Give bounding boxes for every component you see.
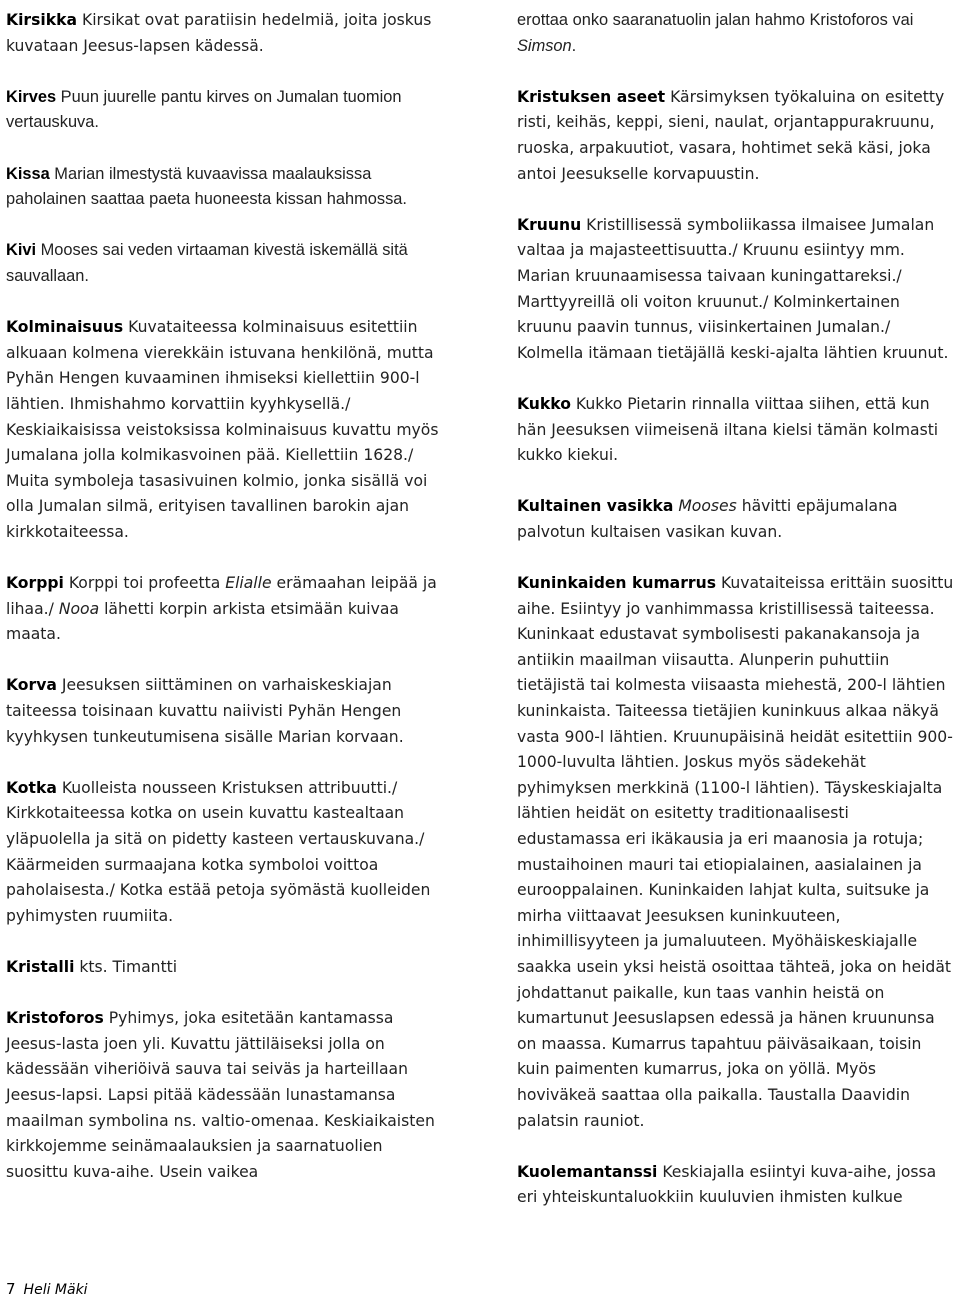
- entry-text: Kristillisessä symboliikassa ilmaisee Jumalan valtaa ja majasteettisuutta./ Kruunu esiintyy mm. Marian kruunaamisessa taivaan kuningattareksi./ Marttyyreillä oli voiton kruunut./ Kolminkertainen kruunu paavin tunnus, viisinkertainen Jumalan./ Kolmella itämaan tietäjällä keski-ajalta lähtien kruunut.: [517, 215, 949, 362]
- entry-text: kts. Timantti: [74, 957, 178, 976]
- entry-text: erottaa onko saaranatuolin jalan hahmo Kristoforos vai: [517, 11, 914, 29]
- entry-text: Kukko Pietarin rinnalla viittaa siihen, että kun hän Jeesuksen viimeisenä iltana kielsi tämän kolmasti kukko kiekui.: [517, 394, 939, 465]
- entry-kristoforos: [6, 1006, 446, 1185]
- entry-kissa: [6, 162, 446, 213]
- entry-text: Kuvataiteessa kolminaisuus esitettiin alkuaan kolmena vierekkäin istuvana henkilönä, mutta Pyhän Hengen kuvaaminen ihmiseksi kiellettiin 900-l lähtien. Ihmishahmo korvattiin kyyhkysellä./ Keskiaikaisissa veistoksissa kolminaisuus kuvattu myös Jumalana jolla kolmikasvoinen pää. Kiellettiin 1628./ Muita symboleja tasasivuinen kolmio, jonka sisällä voi olla Jumalan silmä, erityisen tavallinen barokin ajan kirkkotaiteessa.: [6, 318, 439, 541]
- entry-term: Kirsikka: [6, 11, 78, 29]
- entry-text: hävitti epäjumalana palvotun kultaisen vasikan kuvan.: [517, 497, 898, 541]
- entry-text: Pyhimys, joka esitetään kantamassa Jeesus-lasta joen yli. Kuvattu jättiläiseksi jolla on kädessään viheriöivä sauva tai seiväs ja harteillaan Jeesus-lapsi. Lapsi pitää kädessään lunastamansa maailman symbolina ns. valtio-omenaa. Keskiaikaisten kirkkojemme seinämaalauksien ja saarnatuolien suosittu kuva-aihe. Usein vaikea: [6, 1009, 435, 1181]
- entry-kruunu: [517, 213, 957, 367]
- page-number: 7: [6, 1280, 16, 1298]
- entry-text: Jeesuksen siittäminen on varhaiskeskiajan taiteessa toisinaan kuvattu naiivisti Pyhän Hengen kyyhkysen tunkeutumisena sisälle Marian korvaan.: [6, 676, 404, 746]
- entry-italic-name: Mooses: [678, 497, 737, 516]
- entry-kuolemantanssi: [517, 1160, 957, 1211]
- entry-term: Kristalli: [6, 957, 75, 976]
- entry-term: Kukko: [517, 394, 571, 413]
- page-footer: [6, 1279, 88, 1300]
- entry-italic-name: Elialle: [225, 574, 272, 593]
- entry-kotka: [6, 776, 446, 930]
- entry-kristalli: [6, 955, 446, 981]
- entry-text: Mooses sai veden virtaaman kivestä iskemällä sitä sauvallaan.: [6, 241, 408, 285]
- entry-text: .: [571, 36, 577, 55]
- entry-term: Kirves: [6, 87, 57, 106]
- entry-kultainen-vasikka: [517, 494, 957, 545]
- entry-text: Korppi toi profeetta: [63, 574, 226, 593]
- entry-text: Puun juurelle pantu kirves on Jumalan tuomion vertauskuva.: [6, 87, 402, 132]
- entry-kivi: [6, 238, 446, 289]
- entry-term: Kivi: [6, 241, 37, 260]
- left-column: [6, 8, 446, 1211]
- entry-term: Kruunu: [517, 215, 582, 234]
- entry-kolminaisuus: [6, 315, 446, 545]
- author-name: Heli Mäki: [23, 1282, 88, 1298]
- entry-text: Keskiajalla esiintyi kuva-aihe, jossa eri yhteiskuntaluokkiin kuuluvien ihmisten kulkue: [517, 1162, 937, 1207]
- entry-text: Kuolleista nousseen Kristuksen attribuutti./ Kirkkotaiteessa kotka on usein kuvattu kastealtaan yläpuolella ja sitä on pidetty kasteen vertauskuvana./ Käärmeiden surmaajana kotka symboloi voittoa paholaisesta./ Kotka estää petoja syömästä kuolleiden pyhimysten ruumiita.: [6, 778, 431, 925]
- entry-term: Kotka: [6, 778, 57, 797]
- entry-text: Kirsikat ovat paratiisin hedelmiä, joita joskus kuvataan Jeesus-lapsen kädessä.: [6, 11, 432, 55]
- entry-term: Kuninkaiden kumarrus: [517, 574, 716, 593]
- right-column: [517, 8, 957, 1237]
- entry-kirsikka: [6, 8, 446, 59]
- entry-text: Marian ilmestystä kuvaavissa maalauksissa paholainen saattaa paeta huoneesta kissan hahmossa.: [6, 164, 407, 209]
- entry-italic-name: Simson: [517, 36, 572, 55]
- entry-term: Kristuksen aseet: [517, 87, 666, 106]
- entry-continuation: [517, 8, 957, 59]
- entry-kristuksen-aseet: [517, 85, 957, 187]
- entry-text: erämaahan leipää ja lihaa./: [6, 574, 437, 618]
- entry-italic-name: Nooa: [58, 599, 100, 618]
- entry-kukko: [517, 392, 957, 469]
- entry-term: Kissa: [6, 164, 50, 183]
- entry-text: Kärsimyksen työkaluina on esitetty risti, keihäs, keppi, sieni, naulat, orjantappurakruunu, ruoska, arpakuutiot, vasara, hohtimet sekä käsi, joka antoi Jeesukselle korvapuustin.: [517, 87, 945, 183]
- entry-term: Kultainen vasikka: [517, 497, 674, 516]
- entry-kuninkaiden-kumarrus: [517, 571, 957, 1134]
- entry-kirves: [6, 85, 446, 136]
- entry-text: Kuvataiteissa erittäin suosittu aihe. Esiintyy jo vanhimmassa kristillisessä taiteessa. Kuninkaat edustavat symbolisesti pakanakansoja ja antiikin maailman viisautta. Alunperin puhuttiin tietäjistä tai kolmesta viisaasta miehestä, 200-l lähtien kuninkaista. Taiteessa tietäjien kuninkuus alkaa näkyä vasta 900-l lähtien. Kruunupäisinä heidät esitettiin 900-1000-luvulta lähtien. Joskus myös sädekehät pyhimyksen merkkinä (1100-l lähtien). Täyskeskiajalta lähtien heidät on esitetty traditionaalisesti edustamassa eri ikäkausia ja eri maanosia ja rotuja; mustaihoinen mauri tai etiopialainen, aasialainen ja eurooppalainen. Kuninkaiden lahjat kulta, suitsuke ja mirha viittaavat Jeesuksen kuninkuuteen, inhimillisyyteen ja jumaluuteen. Myöhäiskeskiajalle saakka usein yksi heistä osoittaa tähteä, joka on heidät johdattanut paikalle, kun taas vanhin heistä on kumartunut Jeesuslapsen edessä ja hänen kruununsa on maassa. Kumarrus tapahtuu päiväsaikaan, toisin kuin paimenten kumarrus, joka on yöllä. Myös hoviväkeä saattaa olla paikalla. Taustalla Daavidin palatsin rauniot.: [517, 574, 954, 1130]
- entry-term: Kuolemantanssi: [517, 1162, 658, 1181]
- entry-term: Kolminaisuus: [6, 318, 124, 337]
- entry-term: Korva: [6, 676, 57, 695]
- entry-korva: [6, 673, 446, 750]
- entry-korppi: [6, 571, 446, 648]
- entry-text: lähetti korpin arkista etsimään kuivaa maata.: [6, 599, 399, 644]
- entry-term: Kristoforos: [6, 1009, 104, 1028]
- entry-term: Korppi: [6, 574, 64, 593]
